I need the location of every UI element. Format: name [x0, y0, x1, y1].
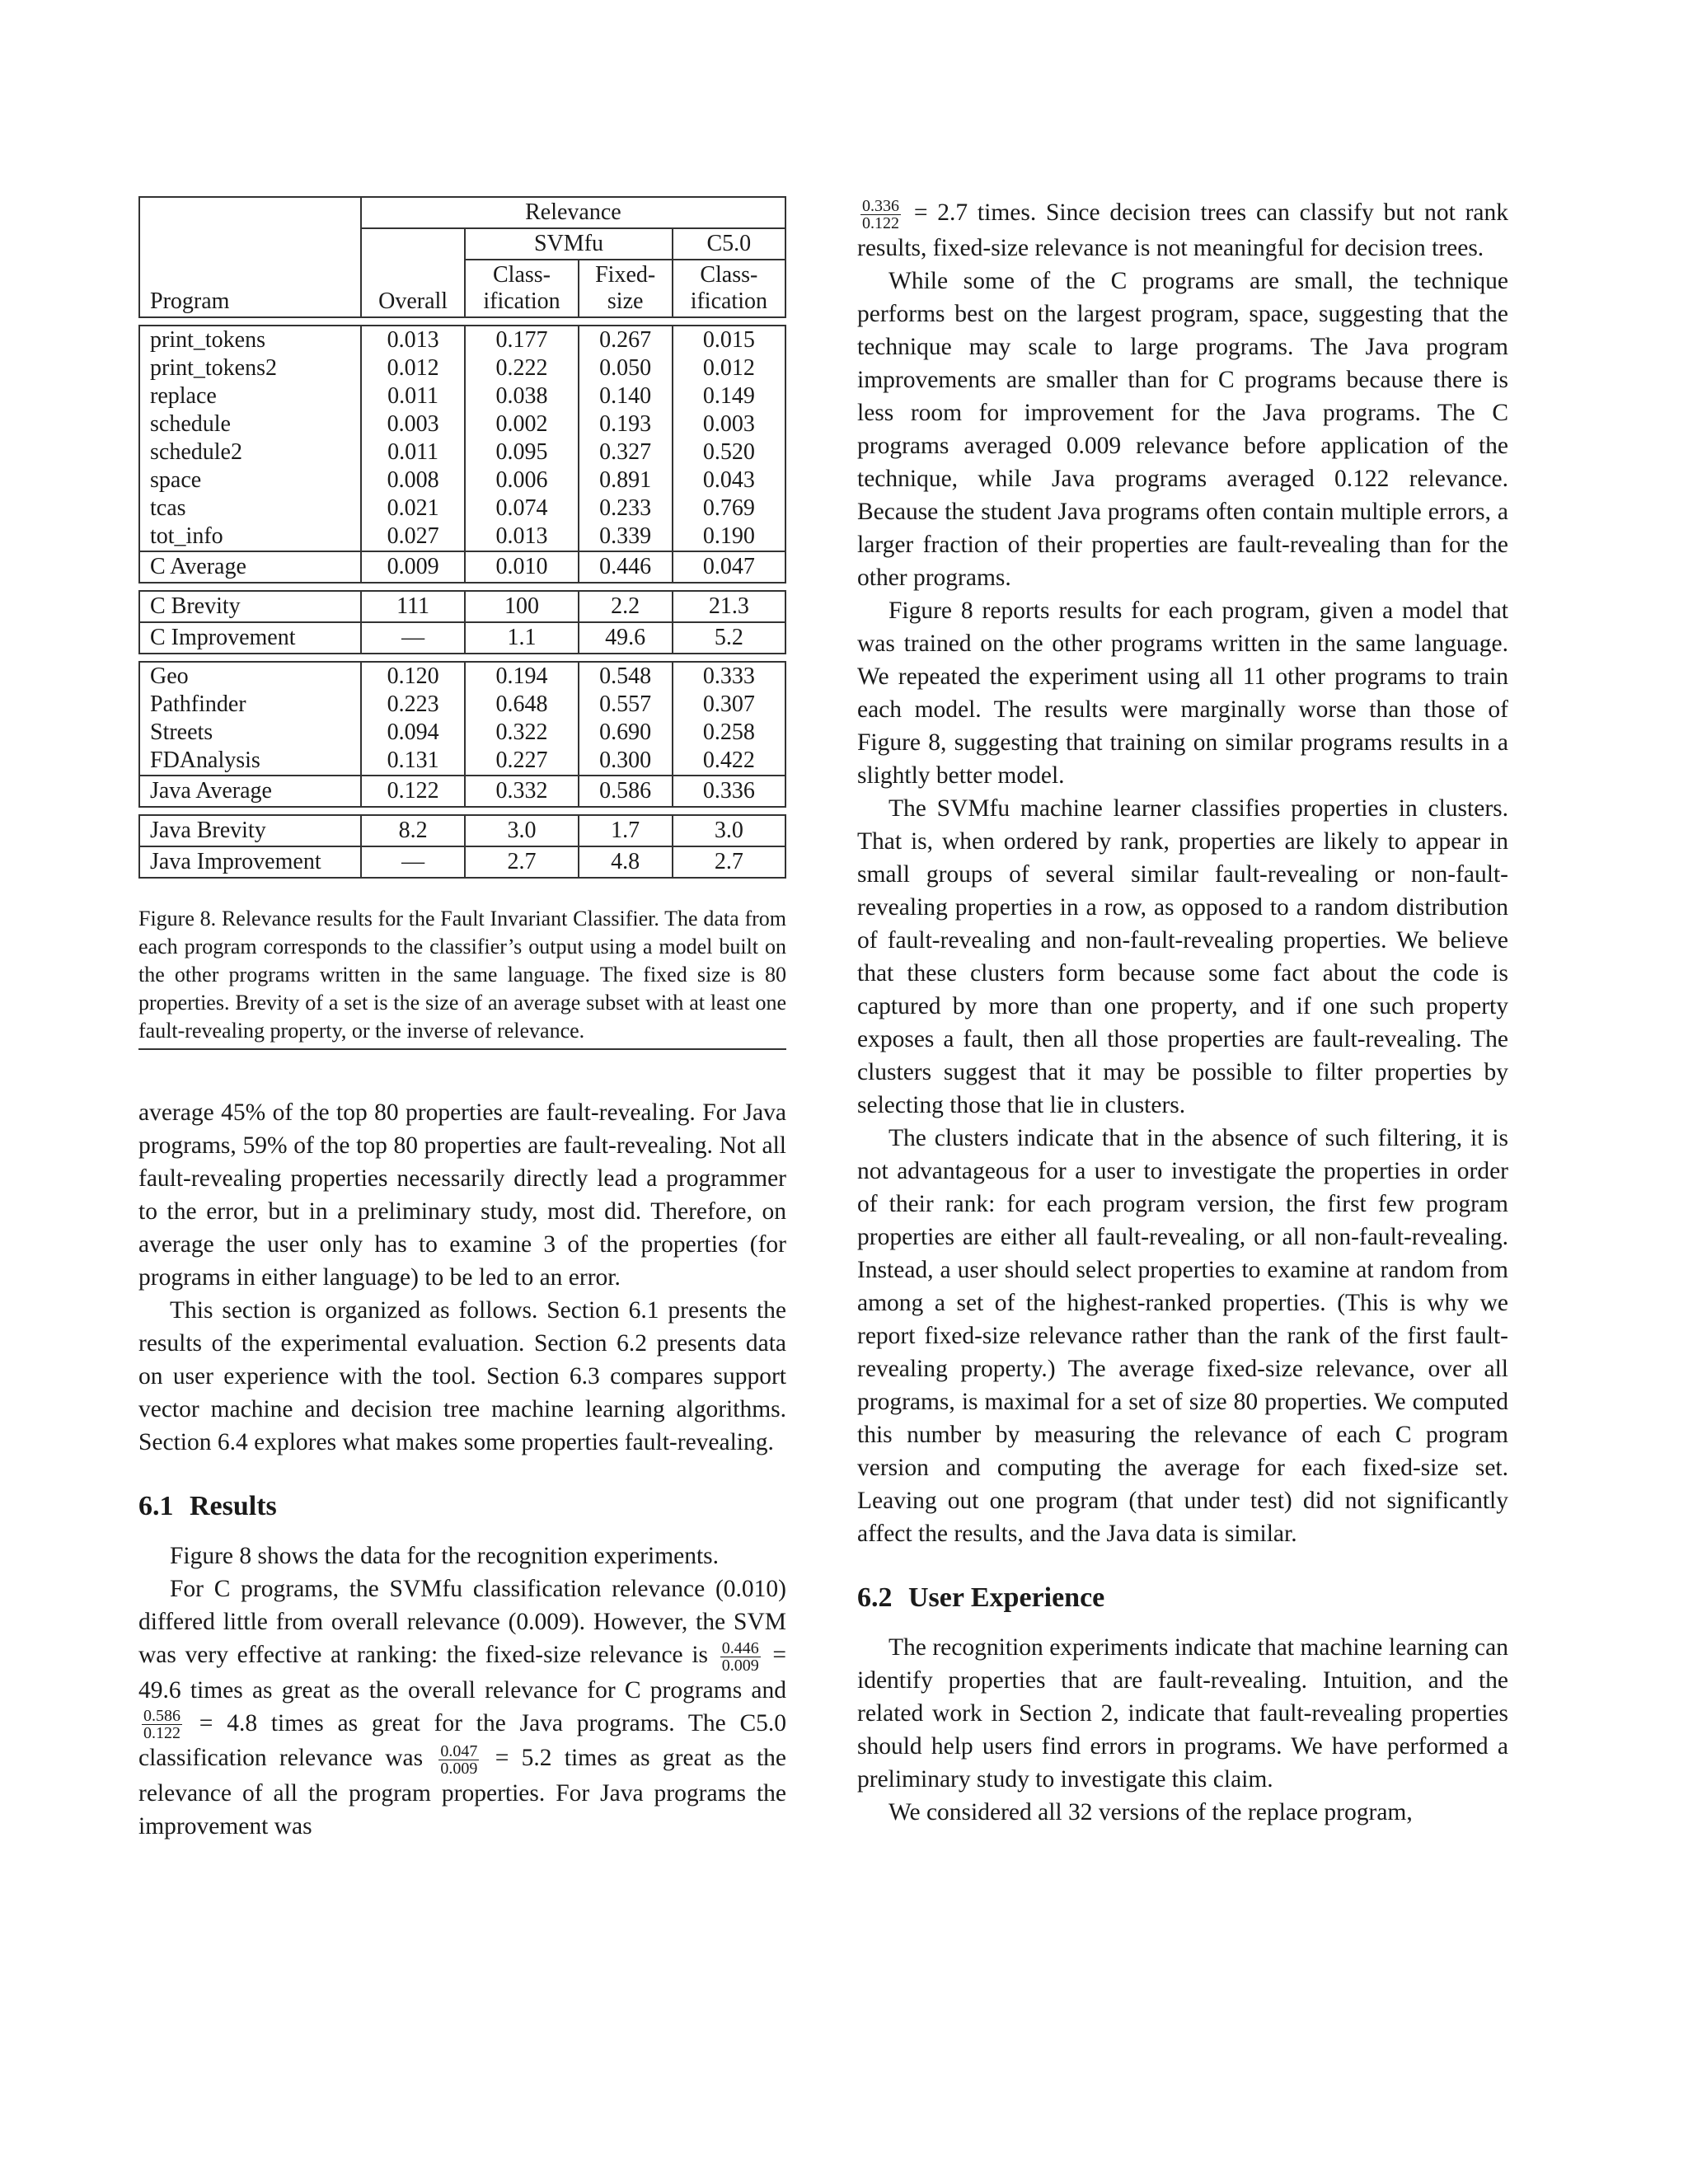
table-cell: 0.223 — [361, 691, 466, 719]
table-cell: 0.149 — [673, 382, 785, 410]
table-cell: 0.520 — [673, 438, 785, 466]
table-cell: 5.2 — [673, 622, 785, 654]
row-separator — [139, 583, 785, 591]
c50-header: C5.0 — [673, 228, 785, 260]
table-cell: 0.891 — [579, 466, 673, 494]
table-cell: 8.2 — [361, 815, 466, 846]
table-row — [139, 494, 785, 523]
table-cell: 100 — [465, 591, 578, 622]
table-row — [139, 622, 785, 654]
table-cell: — — [361, 846, 466, 878]
table-cell: 0.586 — [579, 776, 673, 807]
table-cell: 1.1 — [465, 622, 578, 654]
paragraph: average 45% of the top 80 properties are fault-revealing. For Java programs, 59% of the top 80 properties are fault-revealing. Not all fault-revealing properties necessarily directly lead a programmer to the error, but in a preliminary study, most did. Therefore, on average the user only has to examine 3 of the properties (for programs in either language) to be led to an error. — [138, 1099, 786, 1291]
row-label: Geo — [139, 662, 361, 691]
table-row — [139, 438, 785, 466]
row-separator — [139, 317, 785, 326]
table-cell: 0.047 — [673, 551, 785, 583]
paragraph: The clusters indicate that in the absence of such filtering, it is not advantageous for a user to investigate the properties in order of their rank: for each program version, the first few program properties are either all fault-revealing, or all non-fault-revealing. Instead, a user should select properties to examine at random from among a set of the highest-ranked properties. (This is why we report fixed-size relevance rather than the rank of the first fault-revealing property.) The average fixed-size relevance, over all programs, is maximal for a set of size 80 properties. We computed this number by measuring the relevance of each C program version and computing the average for each fixed-size set. Leaving out one program (that under test) did not significantly affect the results, and the Java data is similar. — [857, 1124, 1508, 1547]
table-cell: 0.002 — [465, 410, 578, 438]
paragraph: The recognition experiments indicate that machine learning can identify properties that are fault-revealing. Intuition, and the related work in Section 2, indicate that fault-revealing properties should help users find errors in programs. We have performed a preliminary study to investigate this claim. — [857, 1633, 1508, 1793]
table-cell: 0.006 — [465, 466, 578, 494]
paragraph: For C programs, the SVMfu classification relevance (0.010) differed little from overall relevance (0.009). However, the SVM was very effective at ranking: the fixed-size relevance is $\frac{0.446}{0.009}$ = 49.6 times as great as the overall relevance for C programs and $\frac{0.586}{0.122}$ = 4.8 times as great for the Java programs. The C5.0 classification relevance was $\frac{0.047}{0.009}$ = 5.2 times as great as the relevance of all the program properties. For Java programs the improvement was — [138, 1576, 787, 1840]
table-cell: 2.7 — [673, 846, 785, 878]
table-cell: 0.131 — [361, 747, 466, 776]
right-column — [857, 196, 1508, 1829]
table-cell: 0.769 — [673, 494, 785, 523]
table-cell: 0.333 — [673, 662, 785, 691]
table-cell: 0.120 — [361, 662, 466, 691]
table-cell: 4.8 — [579, 846, 673, 878]
table-cell: 0.548 — [579, 662, 673, 691]
table-cell: 0.222 — [465, 354, 578, 382]
table-cell: 0.140 — [579, 382, 673, 410]
row-label: Pathfinder — [139, 691, 361, 719]
table-cell: 0.003 — [673, 410, 785, 438]
paragraph: We considered all 32 versions of the replace program, — [889, 1798, 1413, 1825]
table-cell: 0.190 — [673, 523, 785, 551]
table-cell: 0.011 — [361, 438, 466, 466]
table-row — [139, 747, 785, 776]
corner-cell — [139, 197, 361, 228]
table-cell: 0.122 — [361, 776, 466, 807]
section-heading: 6.2 User Experience — [857, 1582, 1105, 1613]
row-label: schedule2 — [139, 438, 361, 466]
program-header: Program — [139, 260, 361, 317]
svm-class-header: Class- ification — [465, 260, 578, 317]
table-cell: 0.690 — [579, 719, 673, 747]
table-cell: 0.074 — [465, 494, 578, 523]
paragraph: $\frac{0.336}{0.122}$ = 2.7 times. Since decision trees can classify but not rank results, fixed-size relevance is not meaningful for decision trees. — [857, 196, 1509, 261]
row-label: Java Average — [139, 776, 361, 807]
table-cell: 0.013 — [465, 523, 578, 551]
row-label: C Brevity — [139, 591, 361, 622]
table-cell: 1.7 — [579, 815, 673, 846]
row-label: FDAnalysis — [139, 747, 361, 776]
svm-fixed-header: Fixed- size — [579, 260, 673, 317]
table-row — [139, 719, 785, 747]
table-cell: 3.0 — [465, 815, 578, 846]
table-cell: 21.3 — [673, 591, 785, 622]
table-cell: 2.7 — [465, 846, 578, 878]
table-cell: 0.307 — [673, 691, 785, 719]
row-label: tcas — [139, 494, 361, 523]
table-row — [139, 662, 785, 691]
table-cell: 0.177 — [465, 326, 578, 354]
row-label: Java Improvement — [139, 846, 361, 878]
row-separator — [139, 807, 785, 815]
table-row — [139, 846, 785, 878]
table-cell: 0.327 — [579, 438, 673, 466]
table-cell: 0.012 — [361, 354, 466, 382]
row-label: tot_info — [139, 523, 361, 551]
table-row — [139, 410, 785, 438]
row-label: C Average — [139, 551, 361, 583]
table-row — [139, 691, 785, 719]
row-label: print_tokens — [139, 326, 361, 354]
relevance-table — [138, 196, 786, 879]
table-row — [139, 551, 785, 583]
row-label: schedule — [139, 410, 361, 438]
table-cell: 0.008 — [361, 466, 466, 494]
table-cell: 0.009 — [361, 551, 466, 583]
table-row — [139, 466, 785, 494]
row-label: space — [139, 466, 361, 494]
table-cell: 0.648 — [465, 691, 578, 719]
table-cell: 3.0 — [673, 815, 785, 846]
row-label: replace — [139, 382, 361, 410]
table-cell: 0.038 — [465, 382, 578, 410]
svmfu-header: SVMfu — [465, 228, 672, 260]
row-separator — [139, 654, 785, 662]
fraction: $\frac{0.446}{0.009}$ — [721, 1638, 759, 1675]
table-cell: 0.194 — [465, 662, 578, 691]
table-row — [139, 815, 785, 846]
table-cell: 0.011 — [361, 382, 466, 410]
table-cell: 0.050 — [579, 354, 673, 382]
table-cell: 0.193 — [579, 410, 673, 438]
table-cell: 0.010 — [465, 551, 578, 583]
table-cell: 0.043 — [673, 466, 785, 494]
table-row — [139, 382, 785, 410]
table-cell: 0.094 — [361, 719, 466, 747]
paragraph: Figure 8 reports results for each program, given a model that was trained on the other programs written in the same language. We repeated the experiment using all 11 other programs to train each model. The results were marginally worse than those of Figure 8, suggesting that training on similar programs results in a slightly better model. — [857, 597, 1508, 789]
table-cell: 0.027 — [361, 523, 466, 551]
table-cell: 0.267 — [579, 326, 673, 354]
paragraph: The SVMfu machine learner classifies properties in clusters. That is, when ordered by rank, properties are likely to appear in small groups of several similar fault-revealing or non-fault-revealing properties in a row, as opposed to a random distribution of fault-revealing and non-fault-revealing properties. We believe that these clusters form because some fact about the code is captured by more than one property, and if one such property exposes a fault, then all those properties are fault-revealing. The clusters suggest that it may be possible to filter properties by selecting those that lie in clusters. — [857, 794, 1508, 1118]
table-cell: 0.003 — [361, 410, 466, 438]
corner-cell — [139, 228, 361, 260]
paragraph: Figure 8 shows the data for the recognition experiments. — [170, 1543, 720, 1569]
overall-spacer — [361, 228, 466, 260]
table-cell: 0.227 — [465, 747, 578, 776]
row-label: Streets — [139, 719, 361, 747]
table-cell: 0.013 — [361, 326, 466, 354]
overall-header: Overall — [361, 260, 466, 317]
left-column — [138, 196, 786, 1843]
paragraph: This section is organized as follows. Section 6.1 presents the results of the experimental evaluation. Section 6.2 presents data on user experience with the tool. Section 6.3 compares support vector machine and decision tree machine learning algorithms. Section 6.4 explores what makes some properties fault-revealing. — [138, 1297, 786, 1455]
table-cell: 111 — [361, 591, 466, 622]
fraction: $\frac{0.336}{0.122}$ — [862, 196, 899, 232]
table-cell: 0.322 — [465, 719, 578, 747]
row-label: print_tokens2 — [139, 354, 361, 382]
table-cell: 0.332 — [465, 776, 578, 807]
table-cell: 0.339 — [579, 523, 673, 551]
table-cell: 0.012 — [673, 354, 785, 382]
table-cell: 0.336 — [673, 776, 785, 807]
table-cell: 0.095 — [465, 438, 578, 466]
table-cell: 0.233 — [579, 494, 673, 523]
fraction: $\frac{0.047}{0.009}$ — [440, 1742, 478, 1779]
table-row — [139, 776, 785, 807]
table-body — [139, 197, 785, 878]
relevance-header: Relevance — [361, 197, 785, 228]
fraction: $\frac{0.586}{0.122}$ — [143, 1707, 181, 1743]
table-cell: 0.015 — [673, 326, 785, 354]
section-heading: 6.1 Results — [138, 1491, 277, 1521]
table-cell: 0.258 — [673, 719, 785, 747]
c50-class-header: Class- ification — [673, 260, 785, 317]
table-cell: 2.2 — [579, 591, 673, 622]
table-cell: 0.422 — [673, 747, 785, 776]
table-cell: 49.6 — [579, 622, 673, 654]
table-row — [139, 326, 785, 354]
table-cell: 0.300 — [579, 747, 673, 776]
figure-caption: Figure 8. Relevance results for the Fault Invariant Classifier. The data from each program corresponds to the classifier’s output using a model built on the other programs written in the same language. The fixed size is 80 properties. Brevity of a set is the size of an average subset with at least one fault-revealing property, or the inverse of relevance. — [138, 905, 786, 1050]
table-row — [139, 354, 785, 382]
table-row — [139, 523, 785, 551]
paragraph: While some of the C programs are small, the technique performs best on the largest program, space, suggesting that the technique may scale to large programs. The Java program improvements are smaller than for C programs because there is less room for improvement for the Java programs. The C programs averaged 0.009 relevance before application of the technique, while Java programs averaged 0.122 relevance. Because the student Java programs often contain multiple errors, a larger fraction of their properties are fault-revealing than for the other programs. — [857, 267, 1508, 591]
table-cell: 0.446 — [579, 551, 673, 583]
table-cell: 0.021 — [361, 494, 466, 523]
table-cell: — — [361, 622, 466, 654]
row-label: Java Brevity — [139, 815, 361, 846]
table-cell: 0.557 — [579, 691, 673, 719]
row-label: C Improvement — [139, 622, 361, 654]
table-row — [139, 591, 785, 622]
